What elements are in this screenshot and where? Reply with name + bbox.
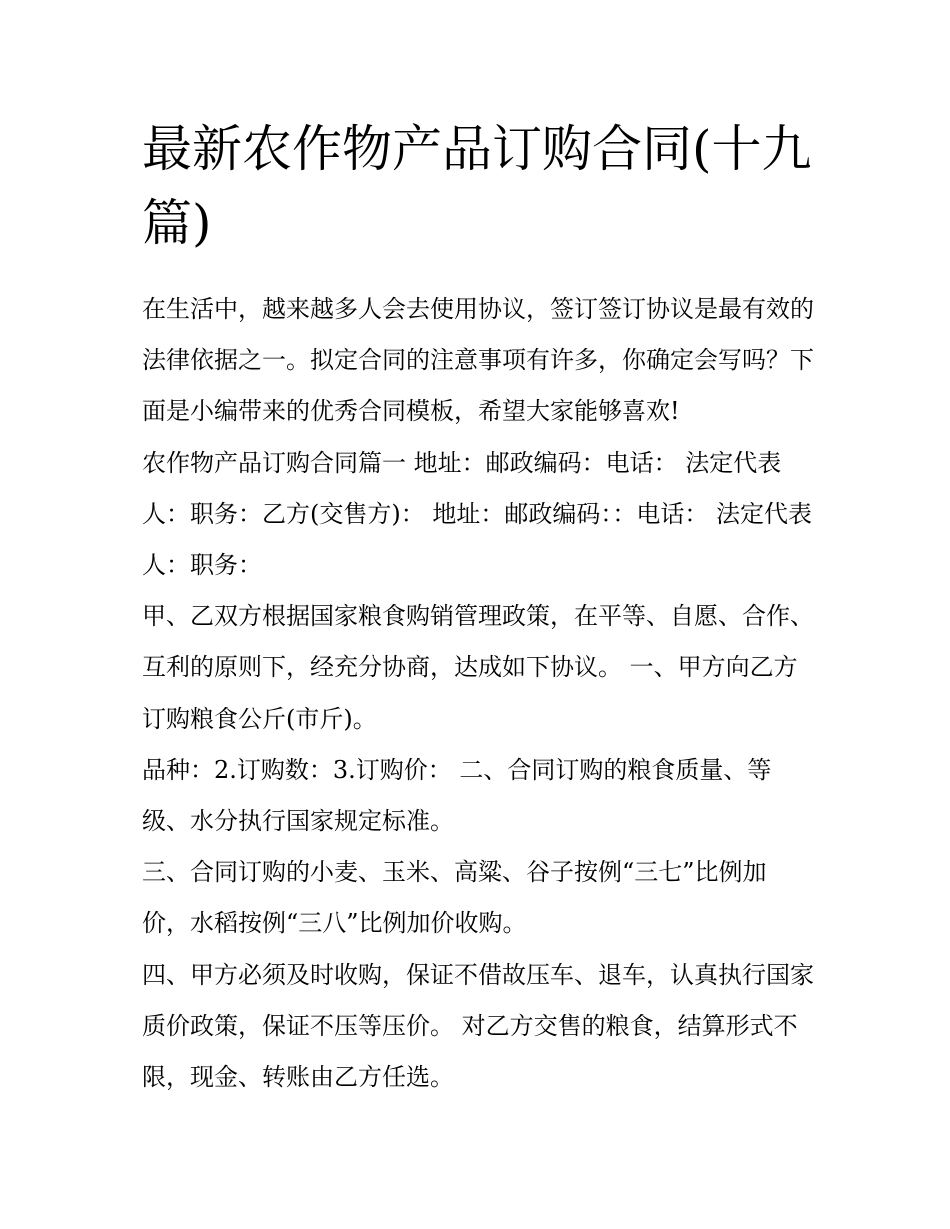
paragraph-agreement: 甲、乙双方根据国家粮食购销管理政策，在平等、自愿、合作、互利的原则下，经充分协商，达成如下协议。 一、甲方向乙方订购粮食公斤(市斤)。 — [142, 602, 814, 733]
document-body — [142, 284, 814, 1103]
paragraph-variety: 品种：2.订购数：3.订购价： 二、合同订购的粮食质量、等级、水分执行国家规定标准。 — [142, 755, 772, 836]
document-page — [142, 112, 814, 1103]
paragraph-intro: 在生活中，越来越多人会去使用协议，签订签订协议是最有效的法律依据之一。拟定合同的注意事项有许多，你确定会写吗？下面是小编带来的优秀合同模板，希望大家能够喜欢! — [142, 295, 814, 426]
paragraph-parties: 农作物产品订购合同篇一 地址：邮政编码：电话： 法定代表人：职务：乙方(交售方)： 地址：邮政编码：：电话： 法定代表人：职务： — [142, 448, 812, 580]
paragraph-obligations: 四、甲方必须及时收购，保证不借故压车、退车，认真执行国家质价政策，保证不压等压价。 对乙方交售的粮食，结算形式不限，现金、转账由乙方任选。 — [142, 960, 814, 1092]
document-title: 最新农作物产品订购合同(十九篇) — [142, 120, 812, 252]
paragraph-pricing: 三、合同订购的小麦、玉米、高粱、谷子按例“三七”比例加价，水稻按例“三八”比例加价收购。 — [142, 858, 767, 938]
